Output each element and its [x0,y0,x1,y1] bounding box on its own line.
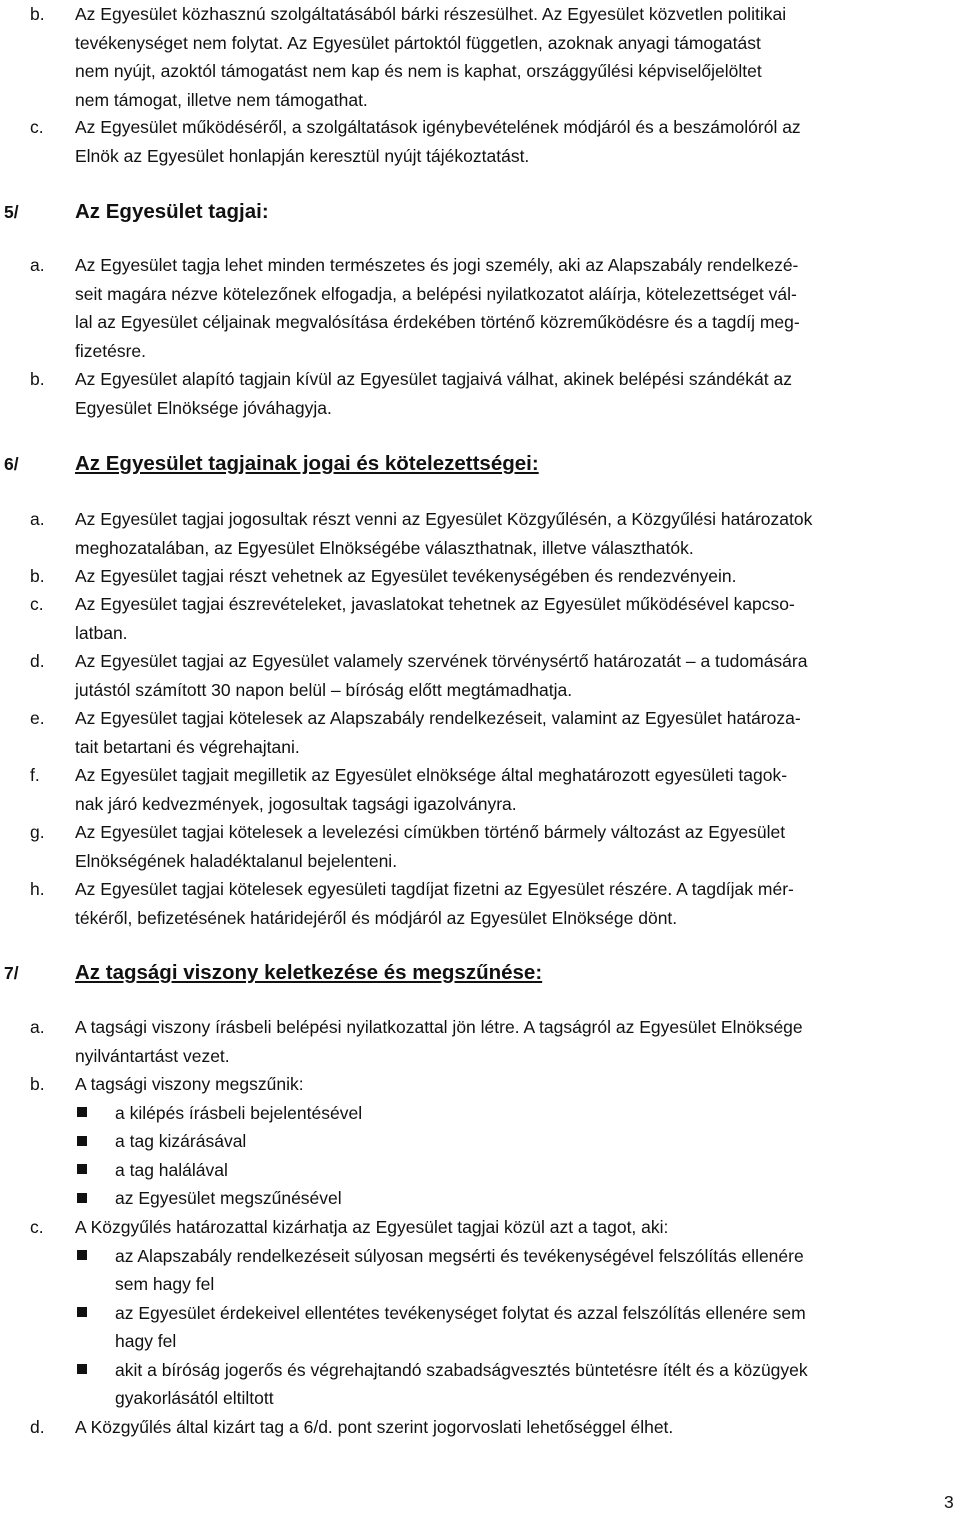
page-number: 3 [944,1492,954,1512]
text-line: Az Egyesület tagja lehet minden természetes és jogi személy, aki az Alapszabály rendelkezé- [75,255,799,275]
text-line: Az Egyesület közhasznú szolgáltatásából bárki részesülhet. Az Egyesület közvetlen politikai [75,4,787,24]
text-line: tevékenységet nem folytat. Az Egyesület pártoktól független, azoknak anyagi támogatást [75,32,761,53]
bullet-icon [77,1136,87,1146]
text-line: fizetésre. [75,340,146,361]
item-label: f. [30,765,40,785]
item-label: d. [30,651,45,671]
text-line: Az Egyesület tagjai jogosultak részt venni az Egyesület Közgyűlésén, a Közgyűlési határozatok [75,509,813,529]
bullet-icon [77,1250,87,1260]
section-title: Az tagsági viszony keletkezése és megszűnése: [75,961,543,984]
bullet-item-cont: gyakorlásától eltiltott [115,1388,274,1408]
text-line: nem támogat, illetve nem támogathat. [75,89,368,110]
item-label: e. [30,708,45,728]
bullet-item-cont: hagy fel [115,1331,177,1351]
text-line: Az Egyesület tagjai kötelesek a levelezési címükben történő bármely változást az Egyesület [75,822,786,842]
text-line: nak járó kedvezmények, jogosultak tagsági igazolványra. [75,793,517,814]
section-title: Az Egyesület tagjai: [75,200,269,223]
item-label: a. [30,509,45,529]
item-label: b. [30,4,45,24]
text-line: Az Egyesület tagjai észrevételeket, javaslatokat tehetnek az Egyesület működésével kapcso- [75,594,795,614]
text-line: Egyesület Elnöksége jóváhagyja. [75,397,332,418]
section-title: Az Egyesület tagjainak jogai és kötelezettségei: [75,452,539,475]
text-line: A Közgyűlés határozattal kizárhatja az Egyesület tagjai közül azt a tagot, aki: [75,1217,669,1237]
bullet-item: a kilépés írásbeli bejelentésével [115,1102,363,1123]
section-number: 6/ [4,454,19,474]
text-line: Elnökségének haladéktalanul bejelenteni. [75,850,398,871]
bullet-icon [77,1193,87,1203]
text-line: A Közgyűlés által kizárt tag a 6/d. pont szerint jogorvoslati lehetőséggel élhet. [75,1417,674,1437]
text-line: Az Egyesület tagjait megilletik az Egyesület elnöksége által meghatározott egyesületi tagok- [75,765,788,785]
item-label: g. [30,822,45,842]
item-label: c. [30,117,44,137]
item-label: b. [30,566,45,586]
item-label: c. [30,594,44,614]
text-line: latban. [75,622,128,643]
section-number: 5/ [4,202,19,222]
section-number: 7/ [4,963,19,983]
bullet-item: az Egyesület megszűnésével [115,1188,342,1208]
text-line: Az Egyesület tagjai részt vehetnek az Egyesület tevékenységében és rendezvényein. [75,566,737,586]
text-line: meghozatalában, az Egyesület Elnökségébe választhatnak, illetve választhatók. [75,537,694,558]
bullet-item-cont: sem hagy fel [115,1274,215,1294]
item-label: a. [30,255,45,275]
text-line: lal az Egyesület céljainak megvalósítása érdekében történő közreműködésre és a tagdíj meg- [75,312,800,332]
item-label: b. [30,1074,45,1094]
bullet-item: az Egyesület érdekeivel ellentétes tevékenységet folytat és azzal felszólítás ellenére sem [115,1302,806,1323]
text-line: Az Egyesület tagjai az Egyesület valamely szervének törvénysértő határozatát – a tudomására [75,651,808,671]
bullet-icon [77,1364,87,1374]
text-line: tékéről, befizetésének határidejéről és módjáról az Egyesület Elnöksége dönt. [75,907,678,928]
item-label: a. [30,1017,45,1037]
text-line: nem nyújt, azoktól támogatást nem kap és nem is kaphat, országgyűlési képviselőjelöltet [75,61,762,81]
text-line: Az Egyesület tagjai kötelesek az Alapszabály rendelkezéseit, valamint az Egyesület határoza- [75,708,801,728]
text-line: Az Egyesület tagjai kötelesek egyesületi tagdíjat fizetni az Egyesület részére. A tagdíjak mér- [75,879,794,899]
item-label: c. [30,1217,44,1237]
item-label: h. [30,879,45,899]
bullet-icon [77,1164,87,1174]
text-line: Az Egyesület alapító tagjain kívül az Egyesület tagjaivá válhat, akinek belépési szándékát az [75,369,792,389]
bullet-item: a tag kizárásával [115,1131,247,1151]
text-line: seit magára nézve kötelezőnek elfogadja, a belépési nyilatkozatot aláírja, kötelezettséget vál- [75,283,797,304]
bullet-item: akit a bíróság jogerős és végrehajtandó szabadságvesztés büntetésre ítélt és a közügyek [115,1359,808,1380]
bullet-icon [77,1107,87,1117]
text-line: A tagsági viszony írásbeli belépési nyilatkozattal jön létre. A tagságról az Egyesület Elnöksége [75,1017,803,1037]
bullet-item: az Alapszabály rendelkezéseit súlyosan megsérti és tevékenységével felszólítás ellenére [115,1245,804,1266]
text-line: Az Egyesület működéséről, a szolgáltatások igénybevételének módjáról és a beszámolóról az [75,117,801,137]
bullet-icon [77,1307,87,1317]
bullet-item: a tag halálával [115,1159,228,1180]
text-line: tait betartani és végrehajtani. [75,736,300,757]
item-label: b. [30,369,45,389]
item-label: d. [30,1417,45,1437]
text-line: Elnök az Egyesület honlapján keresztül nyújt tájékoztatást. [75,145,530,166]
text-line: nyilvántartást vezet. [75,1045,230,1066]
text-line: A tagsági viszony megszűnik: [75,1074,304,1094]
text-line: jutástól számított 30 napon belül – bíróság előtt megtámadhatja. [75,679,573,700]
